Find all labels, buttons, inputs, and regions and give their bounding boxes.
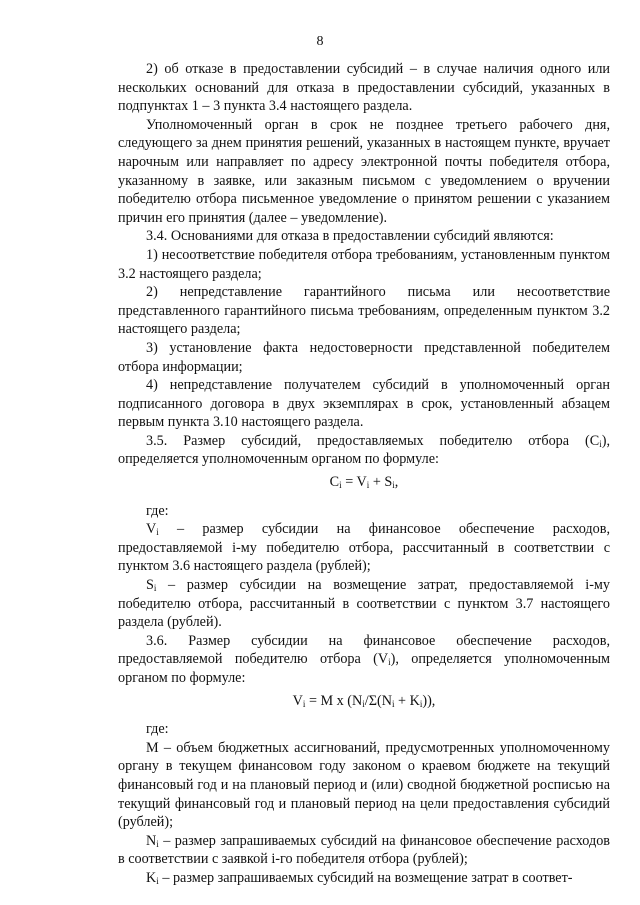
document-body — [118, 60, 610, 888]
formula-c: $C_i = V_i + S_i$, — [329, 474, 399, 491]
paragraph: Уполномоченный орган в срок не позднее третьего рабочего дня, следующего за днем принятия решений, указанных в настоящем пункте, вручает нарочным или направляет по адресу электронной почты победителя отбора, указанному в заявке, или заказным письмом с уведомлением о вручении победителю отбора письменное уведомление о принятом решении с указанием причин его принятия (далее – уведомление). — [118, 116, 610, 226]
paragraph: 3) установление факта недостоверности представленной победителем отбора информации; — [118, 339, 610, 375]
where-label: где: — [146, 502, 169, 519]
paragraph: 3.6. Размер субсидии на финансовое обеспечение расходов, предоставляемой победителю отбора $(V_i)$, определяется уполномоченным органом по формуле: — [118, 632, 610, 686]
paragraph: $S_i$ – размер субсидии на возмещение затрат, предоставляемой i-му победителю отбора, рассчитанный в соответствии с пунктом 3.7 настоящего раздела (рублей). — [118, 577, 610, 631]
paragraph: 1) несоответствие победителя отбора требованиям, установленным пунктом 3.2 настоящего раздела; — [118, 246, 610, 282]
paragraph: 2) об отказе в предоставлении субсидий – в случае наличия одного или нескольких оснований для отказа в предоставлении субсидий, указанных в подпунктах 1 – 3 пункта 3.4 настоящего раздела. — [118, 61, 610, 115]
formula-v: $V_i = M$ x $(N_i/\Sigma(N_i + K_i))$, — [292, 692, 436, 709]
paragraph: 2) непредставление гарантийного письма или несоответствие представленного гарантийного письма требованиям, определенным пунктом 3.2 настоящего раздела; — [118, 284, 610, 338]
paragraph: M – объем бюджетных ассигнований, предусмотренных уполномоченному органу в текущем финансовом году законом о краевом бюджете на текущий финансовый год и на плановый период и (или) сводной бюджетной росписью на текущий финансовый год и плановый период на цели предоставления субсидий (рублей); — [118, 739, 610, 831]
paragraph: $V_i$ – размер субсидии на финансовое обеспечение расходов, предоставляемой i-му победителю отбора, рассчитанный в соответствии с пунктом 3.6 настоящего раздела (рублей); — [118, 521, 610, 575]
page-number: 8 — [316, 34, 324, 49]
paragraph: 3.4. Основаниями для отказа в предоставлении субсидий являются: — [146, 228, 554, 245]
paragraph: $N_i$ – размер запрашиваемых субсидий на финансовое обеспечение расходов в соответствии с заявкой i-го победителя отбора (рублей); — [118, 832, 610, 868]
where-label: где: — [146, 721, 169, 738]
paragraph: $K_i$ – размер запрашиваемых субсидий на возмещение затрат в соответ- — [146, 869, 573, 886]
paragraph: 4) непредставление получателем субсидий в уполномоченный орган подписанного договора в двух экземплярах в срок, установленный абзацем первым пункта 3.10 настоящего раздела. — [118, 377, 610, 431]
paragraph: 3.5. Размер субсидий, предоставляемых победителю отбора $(C_i)$, определяется уполномоченным органом по формуле: — [118, 432, 610, 468]
